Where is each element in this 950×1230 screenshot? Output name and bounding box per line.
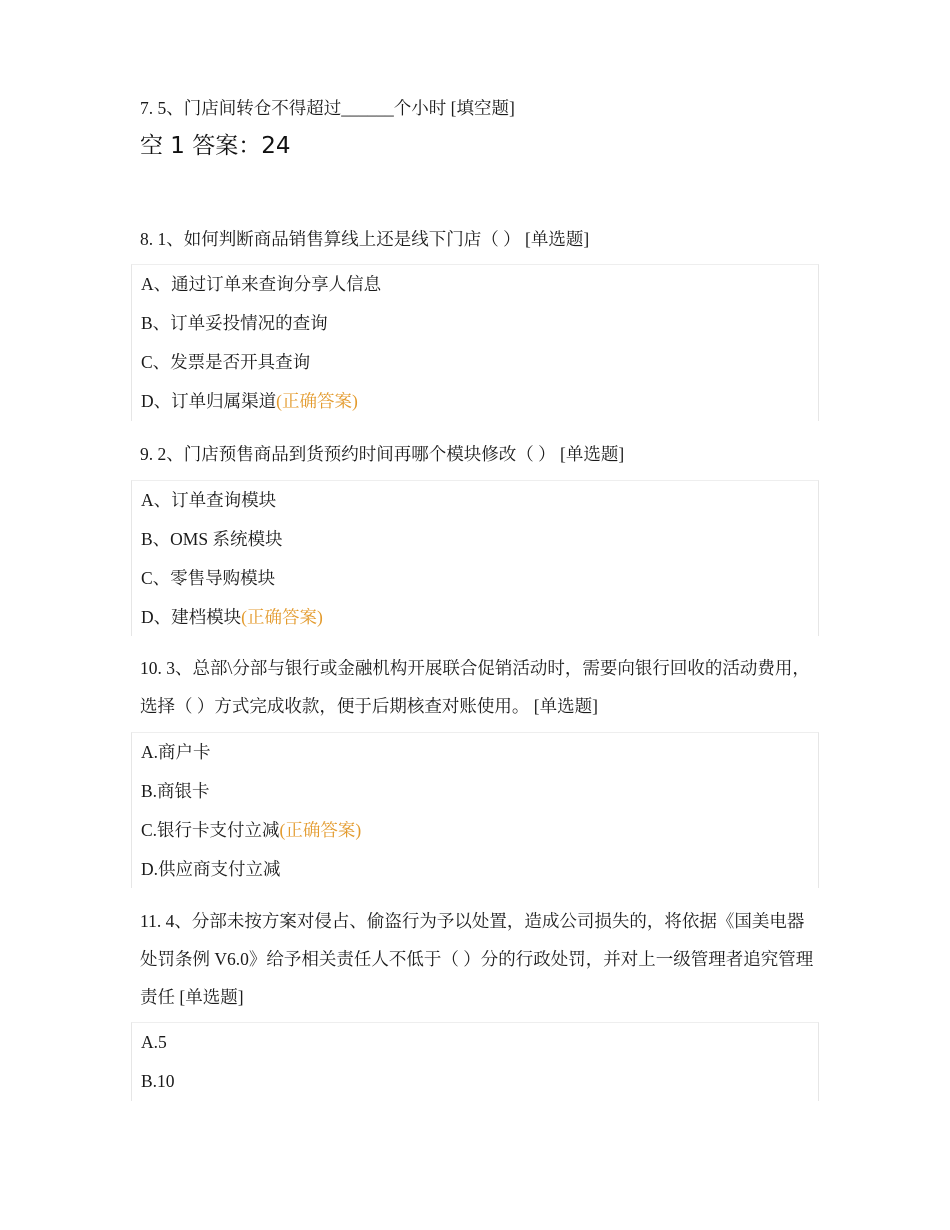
option-a: A、订单查询模块 <box>141 490 277 510</box>
question-7-title: 7. 5、门店间转仓不得超过______个小时 [填空题] <box>140 98 515 118</box>
option-d: D.供应商支付立减 <box>141 859 281 879</box>
option-b: B.商银卡 <box>141 781 210 801</box>
option-b: B、订单妥投情况的查询 <box>141 313 328 333</box>
option-a: A、通过订单来查询分享人信息 <box>141 274 382 294</box>
question-7-answer: 空 1 答案：24 <box>140 133 291 159</box>
option-c: C、发票是否开具查询 <box>141 352 311 372</box>
option-c: C.银行卡支付立减(正确答案) <box>141 820 362 840</box>
question-9-options <box>131 480 819 636</box>
option-b: B.10 <box>141 1071 175 1091</box>
option-d: D、建档模块(正确答案) <box>141 607 323 627</box>
option-c: C、零售导购模块 <box>141 568 276 588</box>
question-9-title: 9. 2、门店预售商品到货预约时间再哪个模块修改（ ） [单选题] <box>140 444 625 464</box>
question-10-title: 10. 3、总部\分部与银行或金融机构开展联合促销活动时，需要向银行回收的活动费用，选择（ ）方式完成收款，便于后期核查对账使用。 [单选题] <box>140 658 810 716</box>
option-d: D、订单归属渠道(正确答案) <box>141 391 358 411</box>
option-a: A.5 <box>141 1032 167 1052</box>
option-b: B、OMS 系统模块 <box>141 529 283 549</box>
option-a: A.商户卡 <box>141 742 211 762</box>
correct-answer-label: (正确答案) <box>279 820 362 840</box>
question-8-title: 8. 1、如何判断商品销售算线上还是线下门店（ ） [单选题] <box>140 229 590 249</box>
question-11-title: 11. 4、分部未按方案对侵占、偷盗行为予以处置，造成公司损失的，将依据《国美电器处罚条例 V6.0》给予相关责任人不低于（ ）分的行政处罚，并对上一级管理者追究管理责任 [单选题] <box>140 911 814 1007</box>
correct-answer-label: (正确答案) <box>276 391 358 411</box>
question-10-options <box>131 732 819 888</box>
correct-answer-label: (正确答案) <box>241 607 323 627</box>
question-8-options <box>131 264 819 421</box>
question-11-options <box>131 1022 819 1101</box>
